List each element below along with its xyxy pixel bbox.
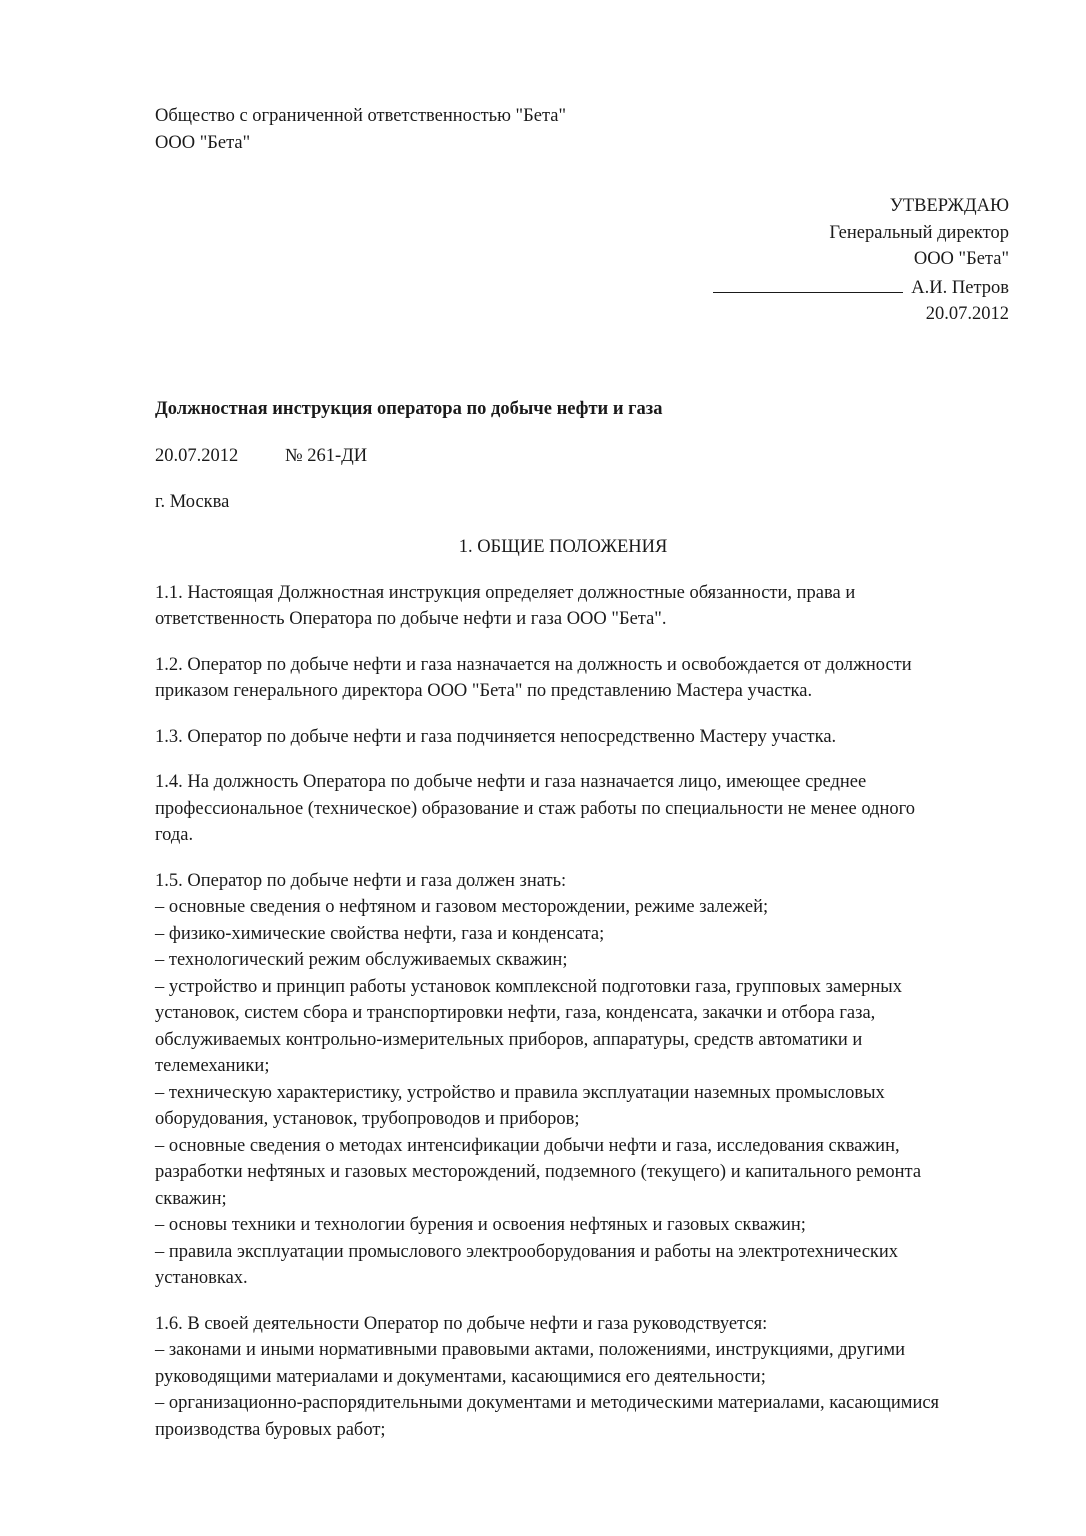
paragraph-line: – технологический режим обслуживаемых скважин; [155, 950, 568, 970]
paragraph-line: 1.6. В своей деятельности Оператор по добыче нефти и газа руководствуется: [155, 1313, 768, 1334]
paragraph-line: 1.2. Оператор по добыче нефти и газа назначается на должность и освобождается от должности [155, 654, 912, 675]
signer-name: А.И. Петров [911, 277, 1009, 298]
paragraph-line: 1.3. Оператор по добыче нефти и газа подчиняется непосредственно Мастеру участка. [155, 726, 837, 747]
paragraph-line: скважин; [155, 1188, 227, 1209]
paragraph [155, 868, 1011, 1292]
approval-date: 20.07.2012 [925, 304, 1009, 324]
paragraph-line: 1.1. Настоящая Должностная инструкция определяет должностные обязанности, права и [155, 582, 856, 603]
document-date: 20.07.2012 [155, 446, 239, 466]
section-body [155, 580, 1011, 1444]
paragraph [155, 580, 1011, 633]
paragraph-line: – законами и иными нормативными правовыми актами, положениями, инструкциями, другими [155, 1340, 906, 1360]
org-short-name: ООО "Бета" [155, 132, 251, 153]
paragraph-line: телемеханики; [155, 1056, 270, 1076]
paragraph-line: обслуживаемых контрольно-измерительных приборов, аппаратуры, средств автоматики и [155, 1029, 863, 1050]
paragraph-line: руководящими материалами и документами, касающимися его деятельности; [155, 1366, 766, 1387]
document-city: г. Москва [155, 491, 230, 512]
paragraph-line: приказом генерального директора ООО "Бета" по представлению Мастера участка. [155, 681, 813, 701]
approve-label: УТВЕРЖДАЮ [889, 196, 1009, 216]
paragraph-line: оборудования, установок, трубопроводов и приборов; [155, 1109, 580, 1129]
paragraph-line: – физико-химические свойства нефти, газа и конденсата; [155, 923, 605, 944]
organization-header [155, 103, 1011, 156]
paragraph-line: года. [155, 825, 194, 845]
approval-block [155, 193, 1011, 328]
paragraph [155, 769, 1011, 849]
document-title: Должностная инструкция оператора по добыче нефти и газа [155, 398, 663, 419]
org-full-name: Общество с ограниченной ответственностью "Бета" [155, 106, 567, 126]
paragraph-line: производства буровых работ; [155, 1419, 386, 1440]
section-title: 1. ОБЩИЕ ПОЛОЖЕНИЯ [458, 537, 668, 557]
paragraph-line: – основные сведения о методах интенсификации добычи нефти и газа, исследования скважин, [155, 1135, 900, 1156]
paragraph-line: установок, систем сбора и транспортировки нефти, газа, конденсата, закачки и отбора газа, [155, 1003, 876, 1023]
paragraph-line: – организационно-распорядительными документами и методическими материалами, касающимися [155, 1393, 940, 1413]
paragraph-line: – правила эксплуатации промыслового электрооборудования и работы на электротехнических [155, 1241, 899, 1262]
signature-row [155, 273, 1009, 302]
paragraph-line: разработки нефтяных и газовых месторождений, подземного (текущего) и капитального ремонта [155, 1162, 922, 1182]
paragraph-line: – устройство и принцип работы установок комплексной подготовки газа, групповых замерных [155, 976, 902, 997]
paragraph-line: ответственность Оператора по добыче нефти и газа ООО "Бета". [155, 609, 667, 629]
paragraph [155, 724, 1011, 751]
paragraph-line: установках. [155, 1268, 248, 1288]
paragraph-line: – основы техники и технологии бурения и освоения нефтяных и газовых скважин; [155, 1215, 806, 1235]
paragraph-line: 1.5. Оператор по добыче нефти и газа должен знать: [155, 870, 567, 891]
paragraph-line: 1.4. На должность Оператора по добыче нефти и газа назначается лицо, имеющее среднее [155, 772, 867, 792]
document-meta [155, 443, 1011, 470]
paragraph [155, 1311, 1011, 1444]
paragraph-line: – техническую характеристику, устройство и правила эксплуатации наземных промысловых [155, 1082, 885, 1103]
approver-company: ООО "Бета" [913, 249, 1009, 269]
paragraph-line: профессиональное (техническое) образование и стаж работы по специальности не менее одного [155, 798, 915, 819]
paragraph-line: – основные сведения о нефтяном и газовом месторождении, режиме залежей; [155, 897, 769, 917]
document-number: № 261-ДИ [285, 446, 368, 466]
signature-line [713, 273, 903, 293]
approver-position: Генеральный директор [829, 222, 1009, 243]
paragraph [155, 652, 1011, 705]
document-page [155, 103, 1011, 1443]
